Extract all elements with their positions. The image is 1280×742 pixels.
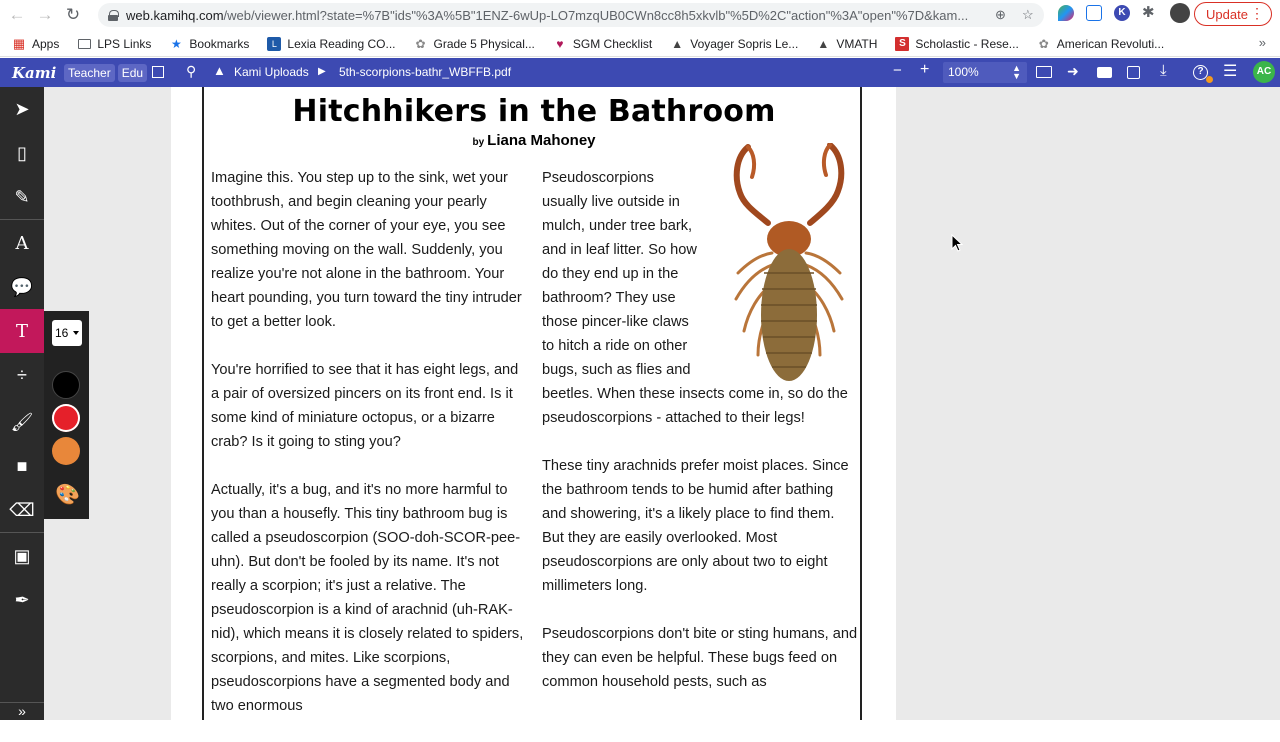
text-a-icon: A bbox=[15, 232, 29, 254]
bookmark-label: Lexia Reading CO... bbox=[287, 36, 396, 51]
url-text[interactable] bbox=[126, 8, 981, 23]
bookmark-label: Voyager Sopris Le... bbox=[690, 36, 799, 51]
bookmark-lexia[interactable] bbox=[267, 37, 395, 51]
update-button[interactable] bbox=[1194, 2, 1272, 26]
marker-icon: ✎ bbox=[14, 186, 30, 207]
heart-icon: ♥ bbox=[556, 36, 564, 51]
bookmark-scholastic[interactable] bbox=[895, 37, 1018, 51]
font-size-select[interactable] bbox=[52, 320, 82, 346]
shapes-tool[interactable] bbox=[0, 444, 44, 488]
extension-kami-icon[interactable]: K bbox=[1114, 5, 1130, 21]
book-icon: ▯ bbox=[17, 142, 27, 163]
share-icon[interactable]: ➜ bbox=[1067, 63, 1079, 79]
text-options-flyout bbox=[44, 311, 89, 519]
scholastic-icon: S bbox=[895, 37, 909, 51]
bookmark-label: SGM Checklist bbox=[572, 36, 653, 51]
url-path: /web/viewer.html?state=%7B"ids"%3A%5B"1ENZ-6wUp-LO7mzqUB0CWn8cc8h5xkvlb"%5D%2C"action"%3A"open"%7D&kam... bbox=[223, 7, 969, 23]
cursor-arrow-icon: ➤ bbox=[14, 98, 30, 119]
article-title: Hitchhikers in the Bathroom bbox=[292, 94, 776, 129]
folder-icon bbox=[77, 37, 91, 51]
profile-avatar[interactable] bbox=[1170, 3, 1190, 23]
kami-toolbar bbox=[0, 58, 1280, 87]
paragraph: These tiny arachnids prefer moist places. Since the bathroom tends to be humid after bathing and showering, it's a likely place to find them. But they are easily overlooked. Most pseudoscorpions are only about two to eight millimeters long. bbox=[542, 458, 849, 594]
equation-tool[interactable] bbox=[0, 353, 44, 397]
sidebar-toggle-icon[interactable] bbox=[152, 66, 164, 78]
browser-toolbar bbox=[0, 0, 1280, 30]
drawing-tool[interactable] bbox=[0, 400, 44, 444]
bookmark-bookmarks[interactable] bbox=[169, 37, 249, 51]
bookmark-label: Grade 5 Physical... bbox=[433, 36, 535, 51]
voyager-icon: ▲ bbox=[817, 36, 830, 51]
help-icon[interactable]: ? bbox=[1193, 65, 1208, 80]
edu-badge: Edu bbox=[118, 64, 147, 82]
breadcrumb-folder[interactable]: Kami Uploads bbox=[234, 65, 309, 79]
paragraph: Imagine this. You step up to the sink, wet your toothbrush, and begin cleaning your pearly whites. Out of the corner of your eye, you see something moving on the wall. Suddenly, you realize you're not alone in the bathroom. Your heart pounding, you turn toward the tiny intruder to get a better look. bbox=[211, 170, 522, 330]
extension-heart-icon[interactable] bbox=[1058, 5, 1074, 21]
lexia-icon: L bbox=[267, 37, 281, 51]
address-bar[interactable] bbox=[98, 3, 1044, 27]
install-icon[interactable]: ⊕ bbox=[995, 7, 1006, 22]
brush-icon: 🖌 bbox=[10, 411, 34, 432]
teacher-badge: Teacher bbox=[64, 64, 115, 82]
comment-tool[interactable] bbox=[0, 265, 44, 309]
bookmark-label: VMATH bbox=[836, 36, 878, 51]
text-t-icon: T bbox=[15, 320, 28, 342]
lock-icon[interactable] bbox=[108, 10, 118, 21]
paragraph: Actually, it's a bug, and it's no more harmful to you than a housefly. This tiny bathroom bug is called a pseudoscorpion (SOO-doh-SCOR-pee-uhn). But don't be fooled by its name. It's not really a scorpion; it's just a relative. The pseudoscorpion is a kind of arachnid (uh-RAK-nid), which means it is closely related to spiders, scorpions, and mites. Like scorpions, pseudoscorpions have a segmented body and two enormous bbox=[211, 482, 524, 714]
update-label: Update bbox=[1206, 6, 1248, 22]
google-drive-icon: ▲ bbox=[213, 63, 226, 78]
color-swatch-black[interactable] bbox=[52, 371, 80, 399]
extensions-puzzle-icon[interactable]: ✱ bbox=[1142, 4, 1155, 21]
rail-divider bbox=[0, 219, 44, 220]
bookmark-voyager[interactable] bbox=[670, 37, 798, 51]
paragraph: beetles. When these insects come in, so do the pseudoscorpions - attached to their legs! bbox=[542, 386, 848, 426]
paragraph: You're horrified to see that it has eight legs, and a pair of oversized pincers on its front end. Is it some kind of miniature octopus, or a bizarre crab? Is it going to sting you? bbox=[211, 362, 519, 450]
back-arrow-icon[interactable]: ← bbox=[8, 5, 26, 24]
gear-flower-icon: ✿ bbox=[1038, 36, 1049, 51]
signature-tool[interactable] bbox=[0, 578, 44, 622]
bookmark-lps-links[interactable] bbox=[77, 37, 151, 51]
download-icon[interactable]: ⤓ bbox=[1160, 62, 1167, 79]
article-column-left bbox=[211, 166, 529, 742]
dictionary-tool[interactable] bbox=[0, 131, 44, 175]
caret-down-icon bbox=[73, 331, 79, 335]
bookmark-label: Scholastic - Rese... bbox=[915, 36, 1019, 51]
divide-icon: ÷ bbox=[17, 364, 27, 385]
bookmark-label: Bookmarks bbox=[189, 36, 250, 51]
breadcrumb-chevron-icon: ▶ bbox=[318, 66, 326, 77]
palette-icon[interactable]: 🎨 bbox=[55, 484, 80, 506]
stepper-icon: ▲ ▼ bbox=[1012, 63, 1021, 81]
pen-nib-icon: ✒ bbox=[14, 589, 30, 610]
expand-rail-button[interactable] bbox=[0, 702, 44, 720]
highlighter-tool[interactable] bbox=[0, 175, 44, 219]
bookmark-american-revolution[interactable] bbox=[1037, 37, 1164, 51]
more-icon: ⋮ bbox=[1250, 5, 1263, 21]
pseudoscorpion-image bbox=[718, 143, 858, 389]
reload-icon[interactable]: ↻ bbox=[65, 5, 81, 24]
mouse-cursor-icon bbox=[951, 234, 963, 252]
color-swatch-orange[interactable] bbox=[52, 437, 80, 465]
bookmark-star-icon[interactable]: ☆ bbox=[1022, 7, 1034, 22]
save-icon[interactable] bbox=[1127, 66, 1140, 79]
text-tool[interactable] bbox=[0, 309, 44, 353]
bookmark-grade5[interactable] bbox=[413, 37, 534, 51]
search-icon[interactable]: ⚲ bbox=[186, 63, 197, 79]
paragraph-wrap: Pseudoscorpions usually live outside in mulch, under tree bark, and in leaf litter. So how do they end up in the bathroom? They use those pincer-like claws to hitch a ride on other bugs, such as flies and bbox=[542, 170, 697, 378]
document-viewer[interactable] bbox=[44, 87, 1280, 720]
tool-rail bbox=[0, 87, 44, 720]
speech-bubble-icon: 💬 bbox=[10, 276, 34, 297]
forward-arrow-icon[interactable]: → bbox=[36, 5, 54, 24]
eraser-icon: ⌫ bbox=[9, 499, 35, 520]
gear-flower-icon: ✿ bbox=[415, 36, 426, 51]
rail-divider bbox=[0, 532, 44, 533]
bookmark-label: Apps bbox=[32, 36, 60, 51]
zoom-select[interactable] bbox=[943, 62, 1027, 83]
zoom-in-icon[interactable]: + bbox=[920, 61, 930, 78]
print-icon[interactable] bbox=[1097, 67, 1112, 78]
select-tool[interactable] bbox=[0, 87, 44, 131]
bookmarks-overflow-icon[interactable]: » bbox=[1258, 35, 1266, 50]
article-frame bbox=[202, 87, 862, 720]
text-select-tool[interactable] bbox=[0, 221, 44, 265]
bookmark-label: LPS Links bbox=[97, 36, 152, 51]
kami-logo[interactable]: Kami bbox=[12, 63, 57, 82]
image-tool[interactable] bbox=[0, 534, 44, 578]
url-domain: web.kamihq.com bbox=[126, 7, 224, 23]
byline-by: by bbox=[472, 137, 485, 148]
breadcrumb-file: 5th-scorpions-bathr_WBFFB.pdf bbox=[339, 65, 512, 79]
font-size-value: 16 bbox=[55, 326, 69, 340]
zoom-value: 100% bbox=[948, 65, 979, 79]
user-avatar[interactable]: AC bbox=[1253, 61, 1275, 83]
menu-icon[interactable]: ☰ bbox=[1223, 63, 1238, 80]
double-chevron-icon: » bbox=[18, 703, 26, 719]
color-swatch-red[interactable] bbox=[52, 404, 80, 432]
bookmarks-bar bbox=[0, 31, 1280, 57]
author-name: Liana Mahoney bbox=[487, 132, 596, 149]
paragraph: Pseudoscorpions don't bite or sting humans, and they can even be helpful. These bugs feed on common household pests, such as bbox=[542, 626, 858, 690]
add-image-icon: ▣ bbox=[13, 545, 31, 566]
shapes-icon: ■ bbox=[16, 455, 28, 476]
extension-reader-icon[interactable] bbox=[1086, 5, 1102, 21]
voyager-icon: ▲ bbox=[671, 36, 684, 51]
apps-grid-icon: ▦ bbox=[12, 35, 26, 51]
bookmark-label: American Revoluti... bbox=[1056, 36, 1165, 51]
eraser-tool[interactable] bbox=[0, 488, 44, 532]
notification-dot bbox=[1206, 76, 1213, 83]
open-folder-icon[interactable] bbox=[1036, 66, 1052, 78]
zoom-out-icon[interactable]: − bbox=[893, 62, 902, 79]
bookmark-sgm[interactable] bbox=[553, 37, 652, 51]
bookmark-vmath[interactable] bbox=[816, 37, 877, 51]
bookmark-apps[interactable] bbox=[12, 37, 59, 51]
star-icon: ★ bbox=[171, 36, 182, 51]
